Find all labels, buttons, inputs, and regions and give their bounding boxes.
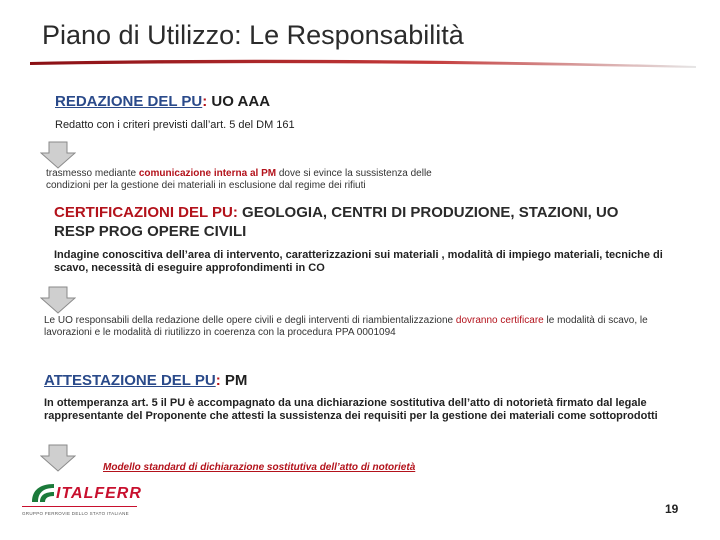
logo-tagline: GRUPPO FERROVIE DELLO STATO ITALIANE [22,511,129,516]
fs-logo-icon [28,482,56,504]
section-certificazioni-heading [54,203,654,241]
title-divider [30,54,696,70]
section-certificazioni-body: Le UO responsabili della redazione delle opere civili e degli interventi di riambientalizzazione dovranno certificare le modalità di scavo, le lavorazioni e le modalità di riutilizzo in coerenza con la procedura PPA 0001094 [44,315,648,338]
logo-brand: ITALFERR [56,485,142,502]
section-attestazione-subtitle: In ottemperanza art. 5 il PU è accompagnato da una dichiarazione sostitutiva dell’atto di notorietà firmato dal legale rappresentante del Proponente che attesti la sussistenza dei requisiti per la gestione dei materiali come sottoprodotti [44,397,658,422]
down-arrow-icon [40,444,76,472]
section-attestazione-label: ATTESTAZIONE DEL PU [44,372,216,389]
section-redazione-subtitle: Redatto con i criteri previsti dall’art. 5 del DM 161 [55,119,295,131]
section-redazione-sep: : [202,93,208,110]
highlight-certificare: dovranno certificare [455,315,544,326]
section-redazione-label: REDAZIONE DEL PU [55,93,203,110]
down-arrow-icon [40,141,76,169]
italferr-logo [22,482,142,522]
down-arrow-icon [40,286,76,314]
section-redazione-owner: UO AAA [207,93,271,110]
section-attestazione-sep: : [215,372,221,389]
section-certificazioni-label: CERTIFICAZIONI DEL PU: [54,204,238,221]
section-attestazione-heading [44,372,247,389]
section-attestazione-owner: PM [220,372,248,389]
logo-underline [22,506,137,507]
modello-dichiarazione-link[interactable]: Modello standard di dichiarazione sostitutiva dell’atto di notorietà [103,462,416,473]
page-title: Piano di Utilizzo: Le Responsabilità [42,20,464,50]
section-certificazioni-subtitle: Indagine conoscitiva dell’area di intervento, caratterizzazioni sui materiali , modalità di impiego materiali, tecniche di scavo, necessità di eseguire approfondimenti in CO [54,249,663,274]
highlight-comunicazione: comunicazione interna al PM [138,168,277,179]
section-certificazioni-owners: GEOLOGIA, CENTRI DI PRODUZIONE, STAZIONI, UO RESP PROG OPERE CIVILI [54,204,619,240]
section-redazione-body: trasmesso mediante comunicazione interna al PM dove si evince la sussistenza delle condizioni per la gestione dei materiali in esclusione dal regime dei rifiuti [46,168,432,191]
page-number: 19 [665,502,679,516]
section-redazione-heading [55,93,270,110]
